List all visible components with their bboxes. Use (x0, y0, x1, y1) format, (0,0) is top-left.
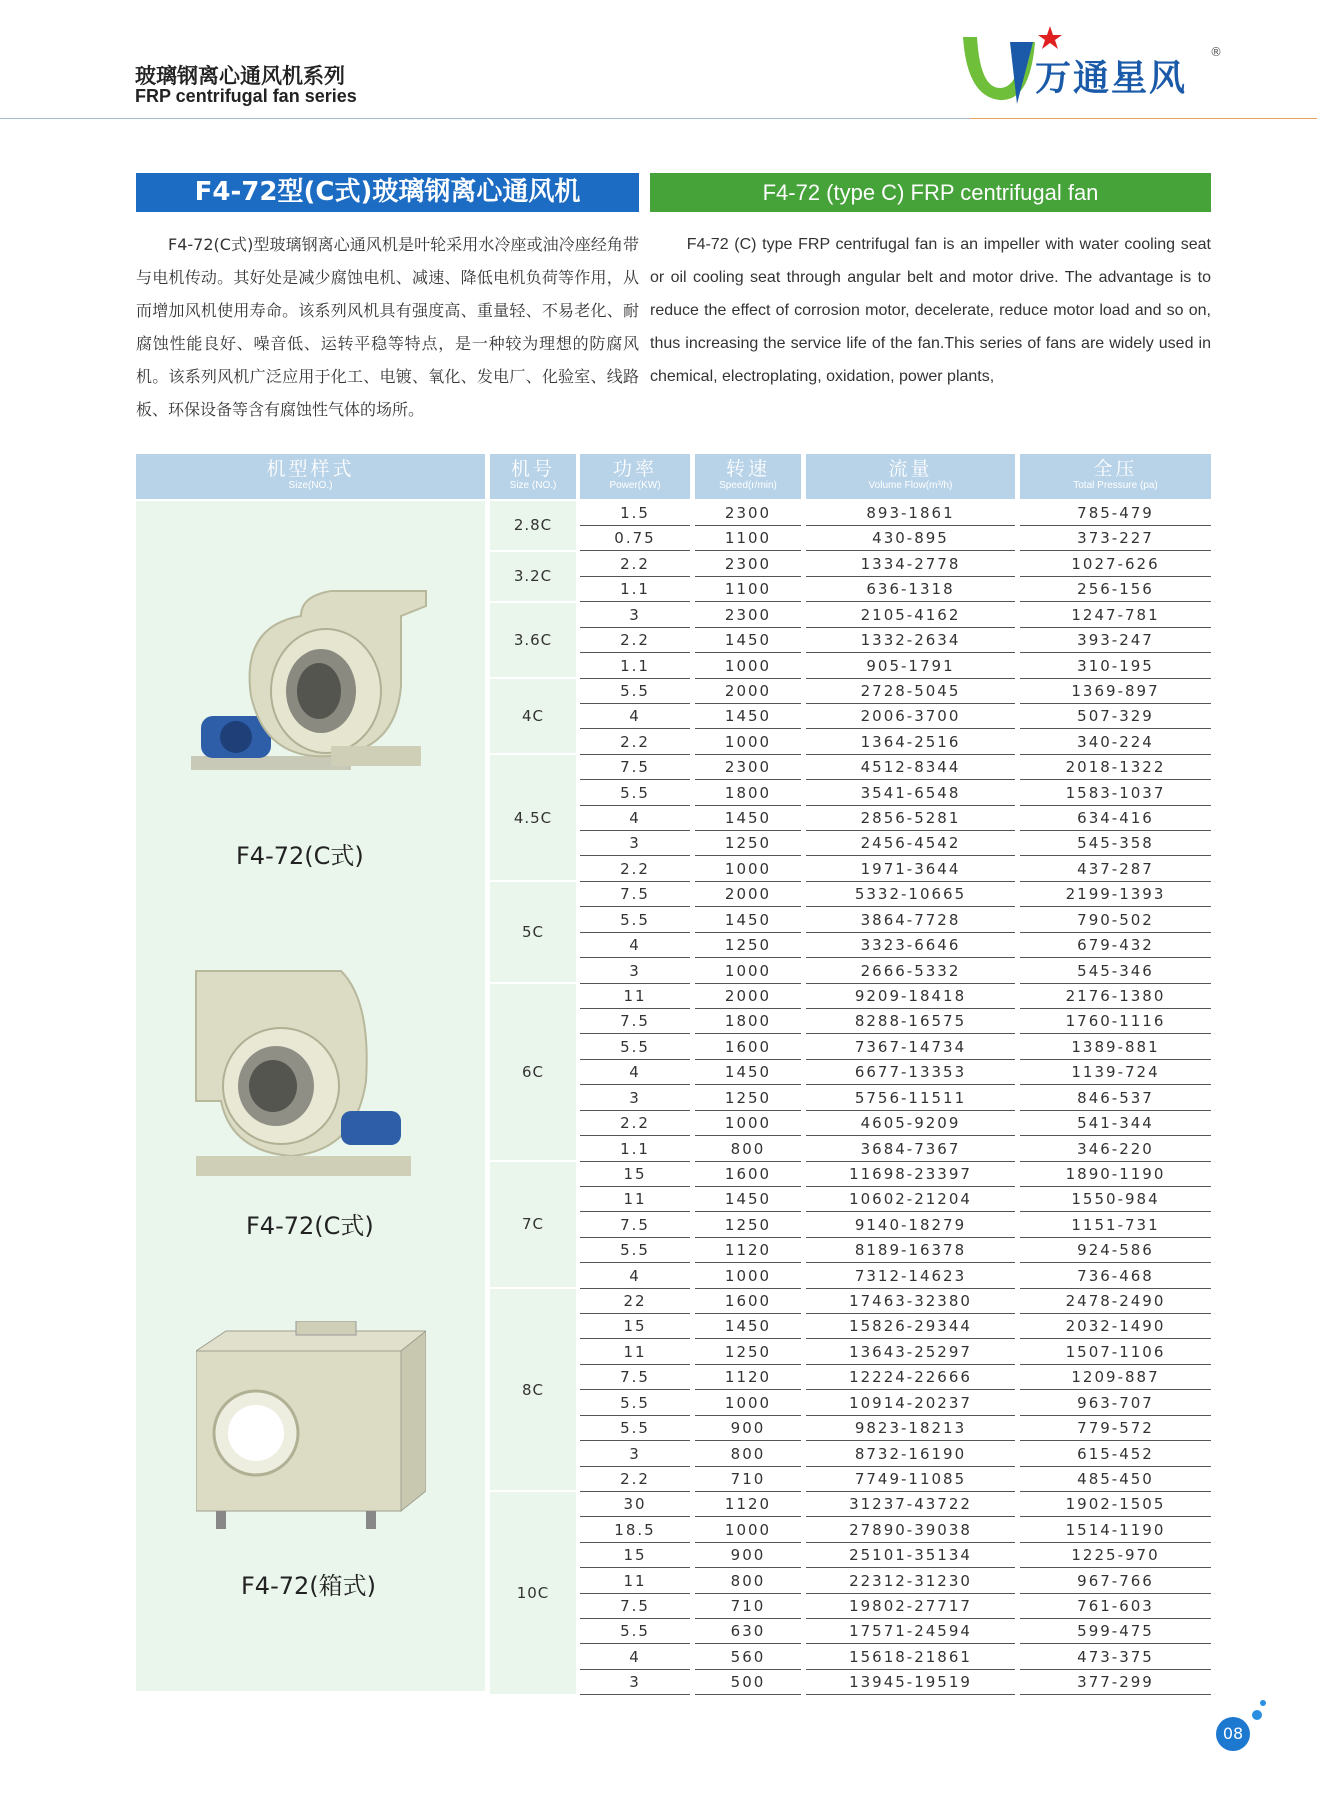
table-row (580, 1009, 1211, 1033)
table-row (580, 501, 1211, 525)
registered-mark: ® (1210, 45, 1222, 59)
flow-cell: 2105-4162 (806, 603, 1015, 628)
table-row (580, 1569, 1211, 1593)
pressure-cell: 924-586 (1020, 1238, 1211, 1263)
pressure-cell: 634-416 (1020, 806, 1211, 831)
pressure-cell: 2032-1490 (1020, 1314, 1211, 1339)
flow-cell: 1334-2778 (806, 552, 1015, 577)
table-row (580, 857, 1211, 881)
pressure-cell: 1209-887 (1020, 1365, 1211, 1390)
power-cell: 3 (580, 1670, 690, 1695)
table-row (580, 1137, 1211, 1161)
speed-cell: 1450 (695, 704, 801, 729)
speed-cell: 1120 (695, 1238, 801, 1263)
power-cell: 5.5 (580, 908, 690, 933)
table-row (580, 1289, 1211, 1313)
table-row (580, 577, 1211, 601)
flow-cell: 19802-27717 (806, 1594, 1015, 1619)
table-row (580, 730, 1211, 754)
description-en: F4-72 (C) type FRP centrifugal fan is an impeller with water cooling seat or oil cooling seat through angular belt and motor drive. The advantage is to reduce the effect of corrosion motor, decelerate, reduce motor load and so on, thus increasing the service life of the fan.This series of fans are widely used in chemical, electroplating, oxidation, power plants, (650, 236, 1211, 385)
power-cell: 3 (580, 1442, 690, 1467)
pressure-cell: 679-432 (1020, 933, 1211, 958)
pressure-cell: 545-358 (1020, 831, 1211, 856)
power-cell: 1.1 (580, 577, 690, 602)
speed-cell: 1120 (695, 1492, 801, 1517)
power-cell: 15 (580, 1314, 690, 1339)
table-row (580, 1111, 1211, 1135)
pressure-cell: 761-603 (1020, 1594, 1211, 1619)
speed-cell: 2300 (695, 501, 801, 526)
table-row (580, 526, 1211, 550)
table-row (580, 1314, 1211, 1338)
flow-cell: 2728-5045 (806, 679, 1015, 704)
pressure-cell: 1902-1505 (1020, 1492, 1211, 1517)
pressure-cell: 599-475 (1020, 1619, 1211, 1644)
pressure-cell: 485-450 (1020, 1467, 1211, 1492)
power-cell: 22 (580, 1289, 690, 1314)
flow-cell: 2006-3700 (806, 704, 1015, 729)
speed-cell: 560 (695, 1645, 801, 1670)
pressure-cell: 1027-626 (1020, 552, 1211, 577)
speed-cell: 1000 (695, 857, 801, 882)
flow-cell: 3541-6548 (806, 781, 1015, 806)
caption-box-fan: F4-72(箱式) (241, 1572, 376, 1600)
pressure-cell: 2176-1380 (1020, 984, 1211, 1009)
col-header-pressure: 全压 Total Pressure (pa) (1020, 454, 1211, 499)
power-cell: 15 (580, 1162, 690, 1187)
size-cell: 4.5C (490, 755, 576, 880)
table-row (580, 1238, 1211, 1262)
power-cell: 11 (580, 984, 690, 1009)
speed-cell: 800 (695, 1137, 801, 1162)
speed-cell: 1000 (695, 730, 801, 755)
decor-dot (1260, 1700, 1266, 1706)
table-row (580, 781, 1211, 805)
pressure-cell: 1583-1037 (1020, 781, 1211, 806)
flow-cell: 6677-13353 (806, 1060, 1015, 1085)
speed-cell: 1450 (695, 1314, 801, 1339)
header-divider-accent (970, 118, 1317, 119)
table-row (580, 1467, 1211, 1491)
pressure-cell: 1890-1190 (1020, 1162, 1211, 1187)
table-row (580, 831, 1211, 855)
flow-cell: 9140-18279 (806, 1213, 1015, 1238)
table-row (580, 1416, 1211, 1440)
flow-cell: 7312-14623 (806, 1264, 1015, 1289)
speed-cell: 1000 (695, 1518, 801, 1543)
flow-cell: 5332-10665 (806, 882, 1015, 907)
speed-cell: 710 (695, 1467, 801, 1492)
power-cell: 7.5 (580, 1365, 690, 1390)
series-title-en: FRP centrifugal fan series (135, 86, 357, 106)
speed-cell: 1800 (695, 1009, 801, 1034)
table-row (580, 908, 1211, 932)
power-cell: 7.5 (580, 1213, 690, 1238)
speed-cell: 800 (695, 1569, 801, 1594)
flow-cell: 22312-31230 (806, 1569, 1015, 1594)
pressure-cell: 1389-881 (1020, 1035, 1211, 1060)
pressure-cell: 1550-984 (1020, 1187, 1211, 1212)
size-cell: 6C (490, 984, 576, 1160)
power-cell: 30 (580, 1492, 690, 1517)
decor-dot (1252, 1710, 1262, 1720)
table-row (580, 1340, 1211, 1364)
flow-cell: 31237-43722 (806, 1492, 1015, 1517)
page-number: 08 (1216, 1717, 1250, 1751)
power-cell: 7.5 (580, 755, 690, 780)
speed-cell: 2000 (695, 882, 801, 907)
power-cell: 15 (580, 1543, 690, 1568)
table-row (580, 1619, 1211, 1643)
fan-box-type-image (196, 1321, 426, 1541)
flow-cell: 4605-9209 (806, 1111, 1015, 1136)
speed-cell: 1250 (695, 1340, 801, 1365)
flow-cell: 893-1861 (806, 501, 1015, 526)
power-cell: 2.2 (580, 628, 690, 653)
flow-cell: 10602-21204 (806, 1187, 1015, 1212)
pressure-cell: 1225-970 (1020, 1543, 1211, 1568)
speed-cell: 1600 (695, 1162, 801, 1187)
pressure-cell: 779-572 (1020, 1416, 1211, 1441)
table-row (580, 1060, 1211, 1084)
flow-cell: 17571-24594 (806, 1619, 1015, 1644)
power-cell: 2.2 (580, 1111, 690, 1136)
speed-cell: 800 (695, 1442, 801, 1467)
pressure-cell: 963-707 (1020, 1391, 1211, 1416)
speed-cell: 2300 (695, 755, 801, 780)
table-row (580, 1187, 1211, 1211)
speed-cell: 1250 (695, 1213, 801, 1238)
pressure-cell: 473-375 (1020, 1645, 1211, 1670)
pressure-cell: 1247-781 (1020, 603, 1211, 628)
power-cell: 4 (580, 1060, 690, 1085)
flow-cell: 8189-16378 (806, 1238, 1015, 1263)
pressure-cell: 256-156 (1020, 577, 1211, 602)
flow-cell: 4512-8344 (806, 755, 1015, 780)
pressure-cell: 393-247 (1020, 628, 1211, 653)
section-title-en: F4-72 (type C) FRP centrifugal fan (650, 173, 1211, 212)
table-row (580, 679, 1211, 703)
pressure-cell: 377-299 (1020, 1670, 1211, 1695)
table-row (580, 1086, 1211, 1110)
speed-cell: 1100 (695, 526, 801, 551)
power-cell: 2.2 (580, 552, 690, 577)
pressure-cell: 545-346 (1020, 959, 1211, 984)
speed-cell: 1600 (695, 1035, 801, 1060)
fan-c-type-image-1 (181, 586, 451, 796)
table-row (580, 1645, 1211, 1669)
size-cell: 4C (490, 679, 576, 753)
power-cell: 11 (580, 1340, 690, 1365)
speed-cell: 710 (695, 1594, 801, 1619)
power-cell: 11 (580, 1569, 690, 1594)
product-image-panel (136, 501, 485, 1691)
power-cell: 5.5 (580, 1416, 690, 1441)
pressure-cell: 541-344 (1020, 1111, 1211, 1136)
table-row (580, 1543, 1211, 1567)
pressure-cell: 1139-724 (1020, 1060, 1211, 1085)
speed-cell: 1450 (695, 1187, 801, 1212)
power-cell: 3 (580, 831, 690, 856)
flow-cell: 636-1318 (806, 577, 1015, 602)
speed-cell: 1000 (695, 1391, 801, 1416)
pressure-cell: 846-537 (1020, 1086, 1211, 1111)
table-row (580, 628, 1211, 652)
power-cell: 3 (580, 959, 690, 984)
table-row (580, 1391, 1211, 1415)
pressure-cell: 2199-1393 (1020, 882, 1211, 907)
power-cell: 4 (580, 1645, 690, 1670)
power-cell: 4 (580, 933, 690, 958)
pressure-cell: 615-452 (1020, 1442, 1211, 1467)
speed-cell: 1000 (695, 959, 801, 984)
flow-cell: 2856-5281 (806, 806, 1015, 831)
power-cell: 0.75 (580, 526, 690, 551)
speed-cell: 1250 (695, 1086, 801, 1111)
pressure-cell: 437-287 (1020, 857, 1211, 882)
pressure-cell: 507-329 (1020, 704, 1211, 729)
size-cell: 10C (490, 1492, 576, 1693)
speed-cell: 1450 (695, 806, 801, 831)
speed-cell: 900 (695, 1543, 801, 1568)
speed-cell: 1600 (695, 1289, 801, 1314)
size-cell: 5C (490, 882, 576, 982)
col-header-power: 功率 Power(KW) (580, 454, 690, 499)
flow-cell: 5756-11511 (806, 1086, 1015, 1111)
power-cell: 3 (580, 603, 690, 628)
flow-cell: 9823-18213 (806, 1416, 1015, 1441)
pressure-cell: 1514-1190 (1020, 1518, 1211, 1543)
table-row (580, 1162, 1211, 1186)
pressure-cell: 790-502 (1020, 908, 1211, 933)
flow-cell: 2666-5332 (806, 959, 1015, 984)
flow-cell: 11698-23397 (806, 1162, 1015, 1187)
power-cell: 11 (580, 1187, 690, 1212)
flow-cell: 25101-35134 (806, 1543, 1015, 1568)
pressure-cell: 736-468 (1020, 1264, 1211, 1289)
power-cell: 7.5 (580, 1009, 690, 1034)
fan-c-type-image-2 (191, 961, 421, 1191)
table-row (580, 704, 1211, 728)
flow-cell: 430-895 (806, 526, 1015, 551)
section-title-cn: F4-72型(C式)玻璃钢离心通风机 (136, 173, 639, 212)
speed-cell: 1250 (695, 831, 801, 856)
speed-cell: 1800 (695, 781, 801, 806)
power-cell: 5.5 (580, 1619, 690, 1644)
flow-cell: 9209-18418 (806, 984, 1015, 1009)
flow-cell: 2456-4542 (806, 831, 1015, 856)
size-cell: 7C (490, 1162, 576, 1287)
power-cell: 2.2 (580, 730, 690, 755)
flow-cell: 27890-39038 (806, 1518, 1015, 1543)
size-cell: 3.6C (490, 603, 576, 677)
col-header-speed: 转速 Speed(r/min) (695, 454, 801, 499)
speed-cell: 1120 (695, 1365, 801, 1390)
speed-cell: 1000 (695, 654, 801, 679)
speed-cell: 1250 (695, 933, 801, 958)
power-cell: 2.2 (580, 857, 690, 882)
speed-cell: 1450 (695, 1060, 801, 1085)
flow-cell: 13945-19519 (806, 1670, 1015, 1695)
speed-cell: 2300 (695, 603, 801, 628)
flow-cell: 8732-16190 (806, 1442, 1015, 1467)
flow-cell: 3684-7367 (806, 1137, 1015, 1162)
flow-cell: 1971-3644 (806, 857, 1015, 882)
flow-cell: 15618-21861 (806, 1645, 1015, 1670)
flow-cell: 7367-14734 (806, 1035, 1015, 1060)
flow-cell: 3864-7728 (806, 908, 1015, 933)
table-row (580, 1594, 1211, 1618)
power-cell: 4 (580, 1264, 690, 1289)
power-cell: 3 (580, 1086, 690, 1111)
pressure-cell: 1760-1116 (1020, 1009, 1211, 1034)
size-cell: 8C (490, 1289, 576, 1490)
power-cell: 4 (580, 704, 690, 729)
col-header-model: 机型样式 Size(NO.) (136, 454, 485, 499)
table-row (580, 1035, 1211, 1059)
flow-cell: 1364-2516 (806, 730, 1015, 755)
table-row (580, 1264, 1211, 1288)
pressure-cell: 1369-897 (1020, 679, 1211, 704)
power-cell: 5.5 (580, 781, 690, 806)
table-row (580, 806, 1211, 830)
caption-fan-2: F4-72(C式) (246, 1212, 374, 1240)
col-header-size: 机号 Size (NO.) (490, 454, 576, 499)
size-cell: 2.8C (490, 501, 576, 550)
speed-cell: 2000 (695, 984, 801, 1009)
speed-cell: 2000 (695, 679, 801, 704)
description-cn: F4-72(C式)型玻璃钢离心通风机是叶轮采用水冷座或油冷座经角带与电机传动。其好处是减少腐蚀电机、减速、降低电机负荷等作用，从而增加风机使用寿命。该系列风机具有强度高、重量轻、不易老化、耐腐蚀性能良好、噪音低、运转平稳等特点，是一种较为理想的防腐风机。该系列风机广泛应用于化工、电镀、氧化、发电厂、化验室、线路板、环保设备等含有腐蚀性气体的场所。 (136, 235, 639, 419)
speed-cell: 500 (695, 1670, 801, 1695)
pressure-cell: 967-766 (1020, 1569, 1211, 1594)
table-row (580, 603, 1211, 627)
pressure-cell: 1151-731 (1020, 1213, 1211, 1238)
flow-cell: 15826-29344 (806, 1314, 1015, 1339)
speed-cell: 1450 (695, 628, 801, 653)
flow-cell: 13643-25297 (806, 1340, 1015, 1365)
table-row (580, 552, 1211, 576)
table-row (580, 1365, 1211, 1389)
pressure-cell: 2018-1322 (1020, 755, 1211, 780)
brand-name: 万通星风 (1035, 57, 1188, 99)
power-cell: 5.5 (580, 679, 690, 704)
table-row (580, 959, 1211, 983)
flow-cell: 7749-11085 (806, 1467, 1015, 1492)
power-cell: 5.5 (580, 1238, 690, 1263)
table-row (580, 984, 1211, 1008)
pressure-cell: 340-224 (1020, 730, 1211, 755)
table-row (580, 882, 1211, 906)
flow-cell: 8288-16575 (806, 1009, 1015, 1034)
col-header-flow: 流量 Volume Flow(m³/h) (806, 454, 1015, 499)
speed-cell: 1000 (695, 1264, 801, 1289)
pressure-cell: 785-479 (1020, 501, 1211, 526)
power-cell: 5.5 (580, 1391, 690, 1416)
table-row (580, 1492, 1211, 1516)
pressure-cell: 1507-1106 (1020, 1340, 1211, 1365)
flow-cell: 17463-32380 (806, 1289, 1015, 1314)
series-title-cn: 玻璃钢离心通风机系列 (135, 64, 345, 88)
power-cell: 1.5 (580, 501, 690, 526)
speed-cell: 1100 (695, 577, 801, 602)
table-row (580, 1213, 1211, 1237)
size-cell: 3.2C (490, 552, 576, 601)
flow-cell: 10914-20237 (806, 1391, 1015, 1416)
pressure-cell: 346-220 (1020, 1137, 1211, 1162)
table-row (580, 1670, 1211, 1694)
power-cell: 1.1 (580, 654, 690, 679)
table-row (580, 654, 1211, 678)
speed-cell: 630 (695, 1619, 801, 1644)
table-row (580, 755, 1211, 779)
table-row (580, 933, 1211, 957)
power-cell: 4 (580, 806, 690, 831)
power-cell: 2.2 (580, 1467, 690, 1492)
speed-cell: 1000 (695, 1111, 801, 1136)
flow-cell: 12224-22666 (806, 1365, 1015, 1390)
pressure-cell: 310-195 (1020, 654, 1211, 679)
power-cell: 7.5 (580, 882, 690, 907)
table-row (580, 1442, 1211, 1466)
pressure-cell: 2478-2490 (1020, 1289, 1211, 1314)
power-cell: 7.5 (580, 1594, 690, 1619)
speed-cell: 2300 (695, 552, 801, 577)
pressure-cell: 373-227 (1020, 526, 1211, 551)
flow-cell: 3323-6646 (806, 933, 1015, 958)
caption-fan-1: F4-72(C式) (236, 842, 364, 870)
speed-cell: 900 (695, 1416, 801, 1441)
flow-cell: 1332-2634 (806, 628, 1015, 653)
power-cell: 18.5 (580, 1518, 690, 1543)
power-cell: 5.5 (580, 1035, 690, 1060)
speed-cell: 1450 (695, 908, 801, 933)
table-row (580, 1518, 1211, 1542)
flow-cell: 905-1791 (806, 654, 1015, 679)
power-cell: 1.1 (580, 1137, 690, 1162)
